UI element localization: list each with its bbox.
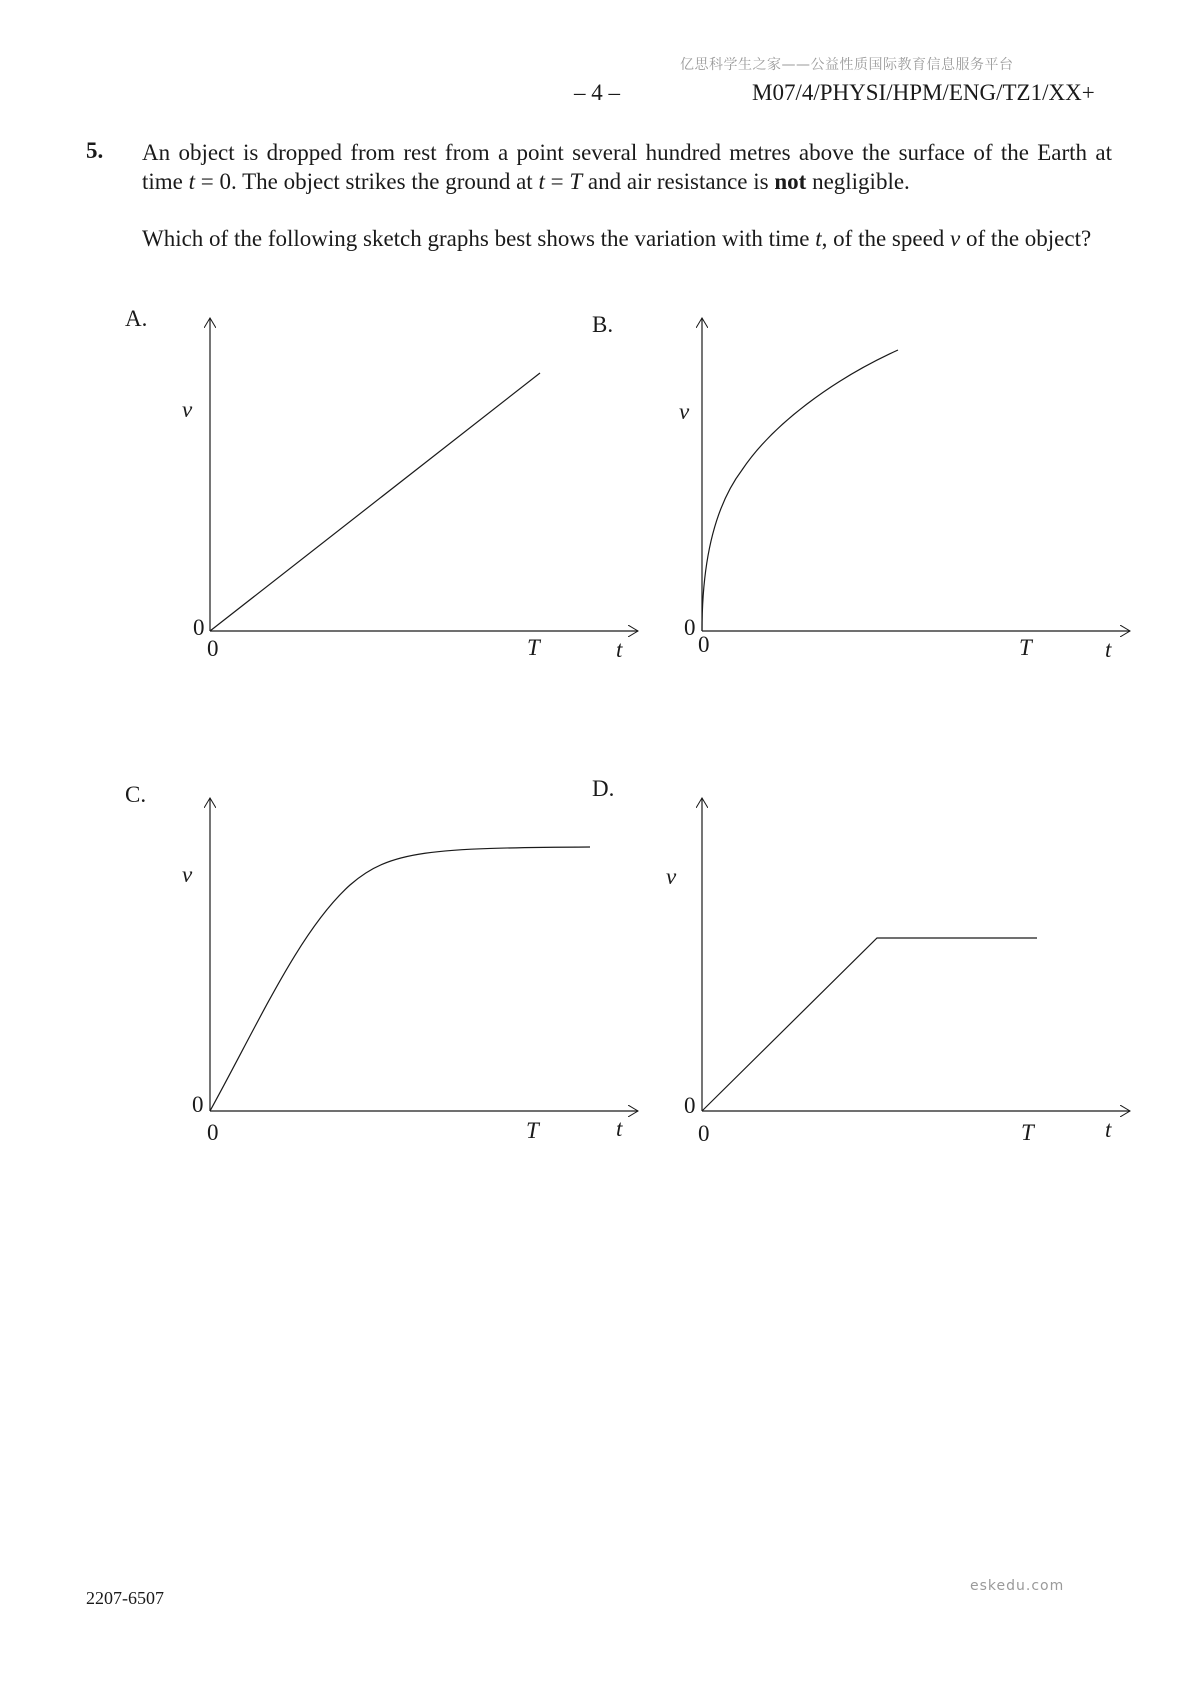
footer-code: 2207-6507 — [86, 1588, 164, 1608]
speed-curve — [210, 847, 590, 1111]
question-stem: An object is dropped from rest from a point several hundred metres above the surface of the Earth at time t = 0. The object strikes the ground at t = T and air resistance is not negligible. — [142, 140, 1112, 194]
origin-x-label: 0 — [698, 632, 710, 657]
origin-y-label: 0 — [192, 1092, 204, 1117]
speed-curve — [210, 373, 540, 631]
T-mark: T — [526, 1118, 539, 1143]
option-c-label: C. — [125, 782, 147, 807]
T-mark: T — [527, 635, 540, 660]
graph-c — [170, 780, 650, 1150]
x-axis-label: t — [1105, 1117, 1112, 1142]
y-axis-label: v — [679, 399, 690, 424]
origin-x-label: 0 — [207, 1120, 219, 1145]
watermark-header: 亿思科学生之家——公益性质国际教育信息服务平台 — [680, 57, 1014, 73]
origin-y-label: 0 — [684, 1093, 696, 1118]
question-prompt: Which of the following sketch graphs best shows the variation with time t, of the speed v of the object? — [142, 226, 1092, 251]
x-axis-label: t — [616, 1116, 623, 1141]
watermark-footer: eskedu.com — [970, 1578, 1065, 1594]
x-axis-label: t — [616, 637, 623, 662]
page-number: – 4 – — [574, 80, 620, 105]
y-axis-label: v — [666, 864, 677, 889]
x-axis-label: t — [1105, 637, 1112, 662]
speed-curve — [702, 938, 1037, 1111]
y-axis-label: v — [182, 397, 193, 422]
option-b-label: B. — [592, 312, 614, 337]
speed-curve — [702, 350, 898, 631]
graph-d — [662, 780, 1142, 1150]
question-number: 5. — [86, 138, 104, 163]
T-mark: T — [1019, 635, 1032, 660]
T-mark: T — [1021, 1120, 1034, 1145]
option-a-label: A. — [125, 306, 148, 331]
origin-y-label: 0 — [193, 615, 205, 640]
graph-a — [170, 300, 650, 670]
origin-x-label: 0 — [698, 1121, 710, 1146]
origin-y-label: 0 — [684, 615, 696, 640]
graph-b — [662, 300, 1142, 670]
y-axis-label: v — [182, 862, 193, 887]
origin-x-label: 0 — [207, 636, 219, 661]
option-d-label: D. — [592, 776, 615, 801]
exam-code: M07/4/PHYSI/HPM/ENG/TZ1/XX+ — [752, 80, 1095, 105]
